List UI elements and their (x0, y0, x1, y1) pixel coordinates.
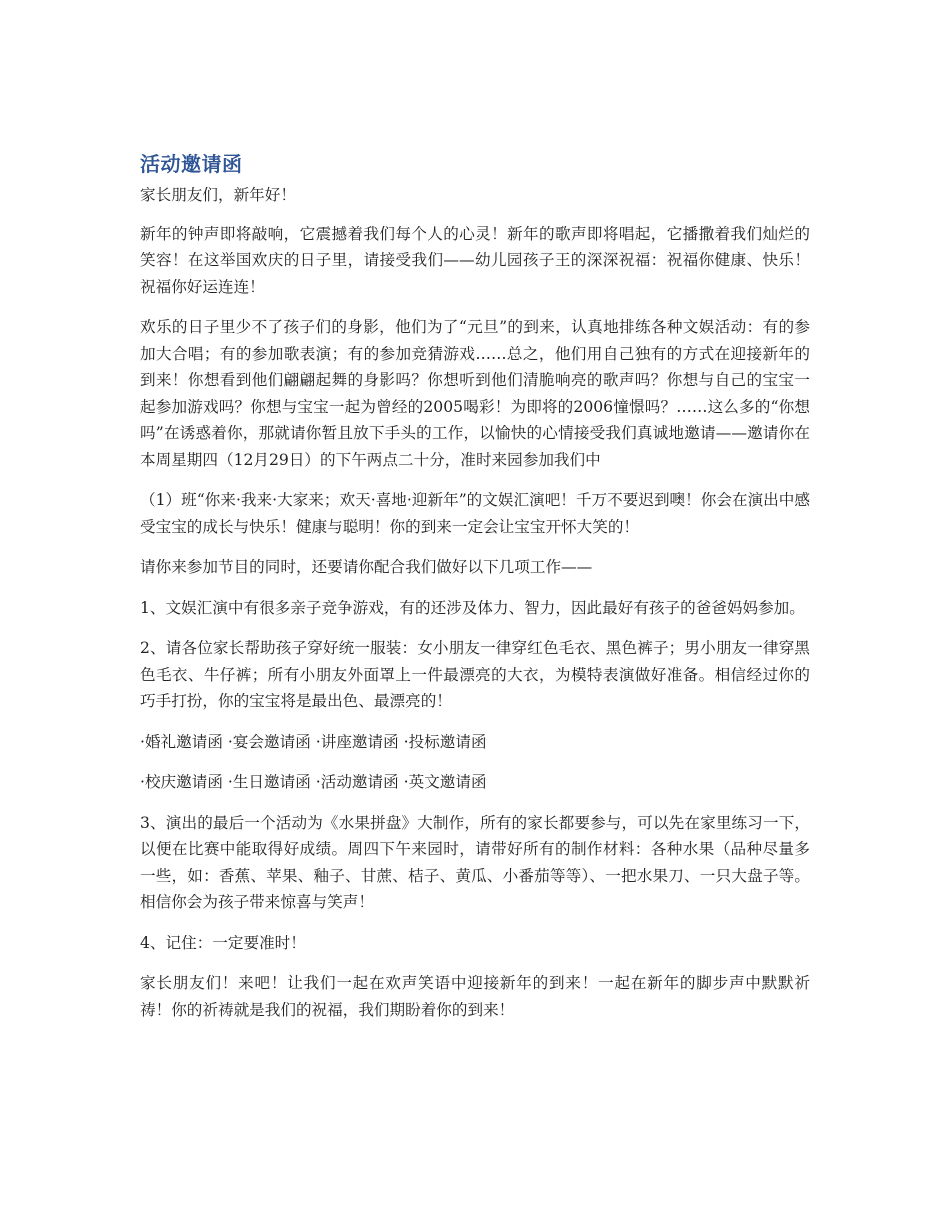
closing-paragraph: 家长朋友们！来吧！让我们一起在欢声笑语中迎接新年的到来！一起在新年的脚步声中默默祈祷！你的祈祷就是我们的祝福，我们期盼着你的到来！ (140, 974, 810, 1019)
list-item-1-parent-games: 1、文娱汇演中有很多亲子竞争游戏，有的还涉及体力、智力，因此最好有孩子的爸爸妈妈参加。 (140, 598, 805, 617)
list-item-3-fruit-platter: 3、演出的最后一个活动为《水果拼盘》大制作，所有的家长都要参与，可以先在家里练习一下，以便在比赛中能取得好成绩。周四下午来园时，请带好所有的制作材料：各种水果（品种尽量多一些，如：香蕉、苹果、釉子、甘蔗、桔子、黄瓜、小番茄等等）、一把水果刀、一只大盘子等。相信你会为孩子带来惊喜与笑声！ (140, 813, 810, 911)
paragraph-cooperation-intro: 请你来参加节目的同时，还要请你配合我们做好以下几项工作—— (140, 558, 593, 576)
document-title: 活动邀请函 (140, 152, 243, 176)
list-item-2-uniform: 2、请各位家长帮助孩子穿好统一服装：女小朋友一律穿红色毛衣、黑色裤子；男小朋友一律穿黑色毛衣、牛仔裤；所有小朋友外面罩上一件最漂亮的大衣，为模特表演做好准备。相信经过你的巧手打扮，你的宝宝将是最出色、最漂亮的！ (140, 639, 810, 710)
related-links-row-2: ·校庆邀请函 ·生日邀请函 ·活动邀请函 ·英文邀请函 (140, 773, 487, 791)
paragraph-class-performance: （1）班“你来·我来·大家来；欢天·喜地·迎新年”的文娱汇演吧！千万不要迟到噢！你会在演出中感受宝宝的成长与快乐！健康与聪明！你的到来一定会让宝宝开怀大笑的！ (140, 491, 810, 536)
paragraph-children-activities: 欢乐的日子里少不了孩子们的身影，他们为了“元旦”的到来，认真地排练各种文娱活动：有的参加大合唱；有的参加歌表演；有的参加竞猜游戏……总之，他们用自己独有的方式在迎接新年的到来！你想看到他们翩翩起舞的身影吗？你想听到他们清脆响亮的歌声吗？你想与自己的宝宝一起参加游戏吗？你想与宝宝一起为曾经的2005喝彩！为即将的2006憧憬吗？……这么多的“你想吗”在诱惑着你，那就请你暂且放下手头的工作，以愉快的心情接受我们真诚地邀请——邀请你在本周星期四（12月29日）的下午两点二十分，准时来园参加我们中 (140, 318, 810, 469)
list-item-4-be-on-time: 4、记住：一定要准时！ (140, 933, 306, 952)
related-links-row-1: ·婚礼邀请函 ·宴会邀请函 ·讲座邀请函 ·投标邀请函 (140, 732, 487, 751)
greeting-line: 家长朋友们，新年好！ (140, 186, 296, 204)
document-page (140, 150, 810, 1037)
paragraph-new-year-bells: 新年的钟声即将敲响，它震撼着我们每个人的心灵！新年的歌声即将唱起，它播撒着我们灿烂的笑容！在这举国欢庆的日子里，请接受我们——幼儿园孩子王的深深祝福：祝福你健康、快乐！祝福你好运连连！ (140, 224, 810, 296)
